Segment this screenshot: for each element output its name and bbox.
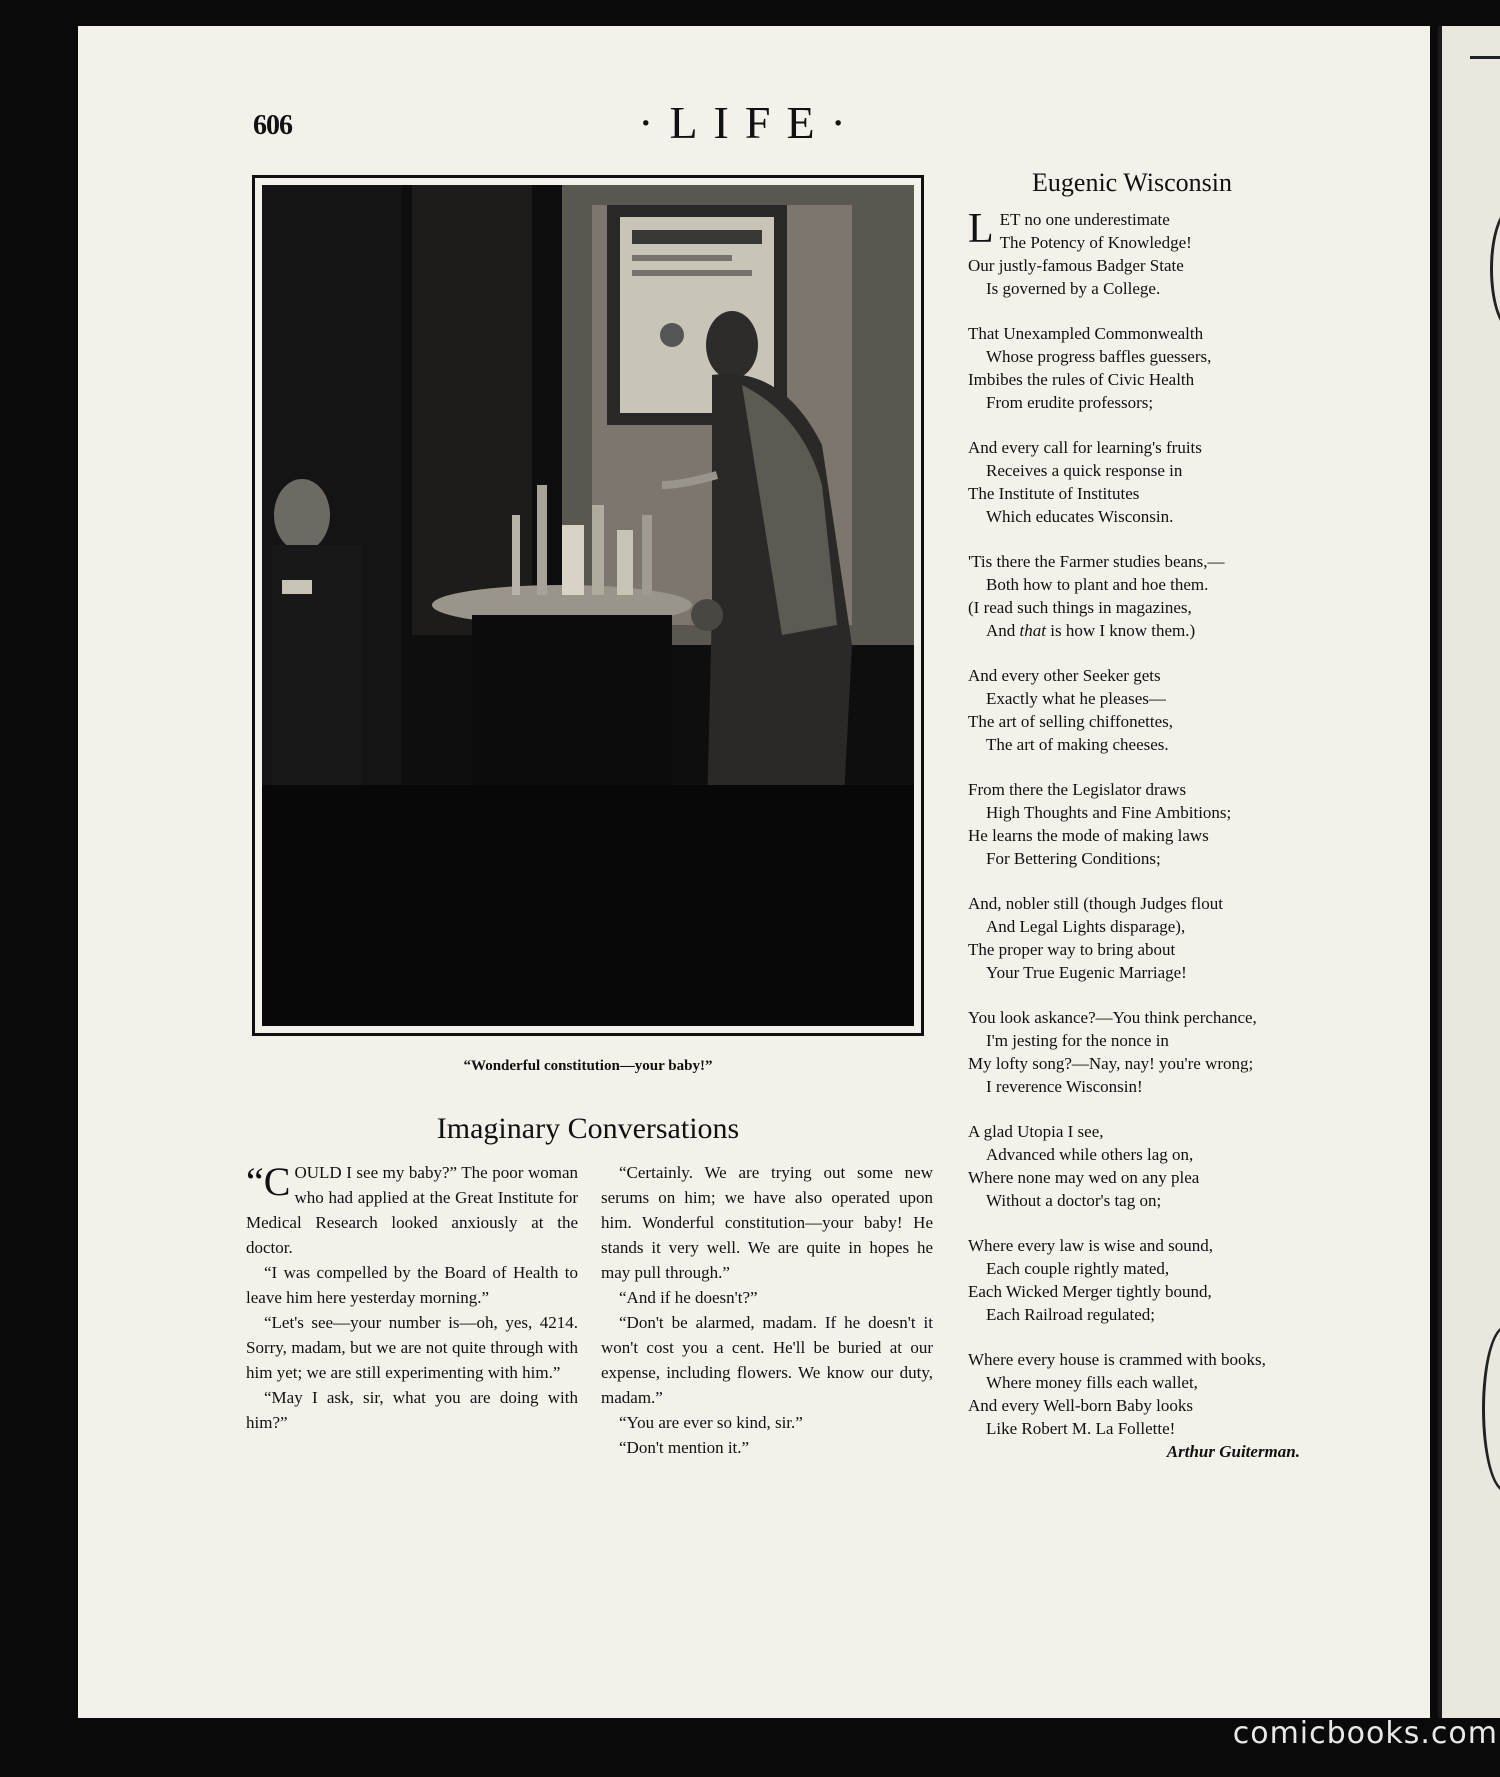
- poem-line: From there the Legislator draws: [968, 780, 1187, 799]
- stanza: [968, 778, 1308, 870]
- poem-line: Each couple rightly mated,: [986, 1259, 1170, 1278]
- poem-line: (I read such things in magazines,: [968, 598, 1192, 617]
- poem-line: The proper way to bring about: [968, 940, 1176, 959]
- poem-line: And, nobler still (though Judges flout: [968, 894, 1223, 913]
- stanza: [968, 322, 1308, 414]
- poem-line: Without a doctor's tag on;: [986, 1191, 1162, 1210]
- poem-line: 'Tis there the Farmer studies beans,—: [968, 552, 1225, 571]
- paragraph: “Certainly. We are trying out some new serums on him; we have also operated upon him. Wonderful constitution—your baby! He stands it very well. We are quite in hopes he may pull through.”: [601, 1163, 933, 1282]
- poem-line: And Legal Lights disparage),: [986, 917, 1186, 936]
- illustration-image: [262, 185, 914, 1026]
- poem-line: Is governed by a College.: [986, 279, 1161, 298]
- poem-line: ET no one underestimate: [999, 210, 1170, 229]
- paragraph: “May I ask, sir, what you are doing with him?”: [246, 1388, 578, 1432]
- poem-line: My lofty song?—Nay, nay! you're wrong;: [968, 1054, 1254, 1073]
- stanza: [968, 208, 1308, 300]
- poem-line: Exactly what he pleases—: [986, 689, 1166, 708]
- poem-line: For Bettering Conditions;: [986, 849, 1161, 868]
- page-edge-mark: [1470, 56, 1500, 59]
- poem-line: Where none may wed on any plea: [968, 1168, 1200, 1187]
- poem-line: Like Robert M. La Follette!: [986, 1419, 1176, 1438]
- poem-author: Arthur Guiterman.: [1166, 1442, 1300, 1461]
- poem-line: Advanced while others lag on,: [986, 1145, 1194, 1164]
- poem-line: He learns the mode of making laws: [968, 826, 1209, 845]
- poem-line: I reverence Wisconsin!: [986, 1077, 1143, 1096]
- poem-line: From erudite professors;: [986, 393, 1154, 412]
- poem-line: The art of selling chiffonettes,: [968, 712, 1174, 731]
- paragraph: “Don't mention it.”: [619, 1438, 750, 1457]
- poem-line: A glad Utopia I see,: [968, 1122, 1104, 1141]
- stanza: [968, 1348, 1308, 1464]
- article-column-1: [246, 1160, 578, 1435]
- poem-line: Receives a quick response in: [986, 461, 1183, 480]
- poem-line: That Unexampled Commonwealth: [968, 324, 1204, 343]
- page-edge-drawing: [1482, 1326, 1500, 1492]
- poem-line: Where money fills each wallet,: [986, 1373, 1198, 1392]
- poem-line: Which educates Wisconsin.: [986, 507, 1174, 526]
- poem-line: Whose progress baffles guessers,: [986, 347, 1212, 366]
- poem-line: Each Wicked Merger tightly bound,: [968, 1282, 1212, 1301]
- poem-line: I'm jesting for the nonce in: [986, 1031, 1169, 1050]
- illustration-caption: “Wonderful constitution—your baby!”: [463, 1058, 713, 1074]
- paragraph: “I was compelled by the Board of Health to leave him here yesterday morning.”: [246, 1263, 578, 1307]
- stanza: [968, 664, 1308, 756]
- poem-line: Each Railroad regulated;: [986, 1305, 1155, 1324]
- poem-line: And that is how I know them.): [986, 621, 1196, 640]
- article-column-2: [601, 1160, 933, 1460]
- stanza: [968, 1006, 1308, 1098]
- stanza: [968, 550, 1308, 642]
- poem-line: And every call for learning's fruits: [968, 438, 1202, 457]
- poem-line: Your True Eugenic Marriage!: [986, 963, 1187, 982]
- poem-title: Eugenic Wisconsin: [1032, 168, 1232, 197]
- paragraph: “And if he doesn't?”: [619, 1288, 758, 1307]
- poem-line: The Institute of Institutes: [968, 484, 1140, 503]
- stanza: [968, 892, 1308, 984]
- masthead: ·LIFE·: [638, 97, 862, 148]
- drop-cap: L: [968, 206, 994, 252]
- poem-line: The Potency of Knowledge!: [999, 233, 1192, 252]
- poem-line: And every Well-born Baby looks: [968, 1396, 1193, 1415]
- paragraph: “C OULD I see my baby?” The poor woman who had applied at the Great Institute for Medical Research looked anxiously at the doctor.: [246, 1159, 578, 1257]
- page-edge-drawing: [1490, 206, 1500, 332]
- poem-line: High Thoughts and Fine Ambitions;: [986, 803, 1232, 822]
- paragraph: “Don't be alarmed, madam. If he doesn't it won't cost you a cent. He'll be buried at our expense, including flowers. We know our duty, madam.”: [601, 1313, 933, 1407]
- stanza: [968, 1234, 1308, 1326]
- poem-line: You look askance?—You think perchance,: [968, 1008, 1257, 1027]
- article-headline: Imaginary Conversations: [436, 1112, 740, 1145]
- watermark: comicbooks.com: [1232, 1716, 1498, 1751]
- poem-line: Imbibes the rules of Civic Health: [968, 370, 1195, 389]
- poem-line: Where every house is crammed with books,: [968, 1350, 1266, 1369]
- drop-cap: “C: [246, 1159, 291, 1204]
- poem: [968, 208, 1308, 1464]
- poem-line: Where every law is wise and sound,: [968, 1236, 1214, 1255]
- page-number: 606: [253, 110, 292, 141]
- poem-line: Both how to plant and hoe them.: [986, 575, 1209, 594]
- paragraph: “You are ever so kind, sir.”: [619, 1413, 803, 1432]
- poem-line: And every other Seeker gets: [968, 666, 1161, 685]
- poem-line: The art of making cheeses.: [986, 735, 1169, 754]
- illustration: [252, 175, 924, 1036]
- poem-line: Our justly-famous Badger State: [968, 256, 1184, 275]
- adjacent-page-edge: [1438, 26, 1500, 1718]
- paragraph: “Let's see—your number is—oh, yes, 4214. Sorry, madam, but we are not quite through with him yet; we are still experimenting with him.”: [246, 1313, 578, 1382]
- stanza: [968, 1120, 1308, 1212]
- stanza: [968, 436, 1308, 528]
